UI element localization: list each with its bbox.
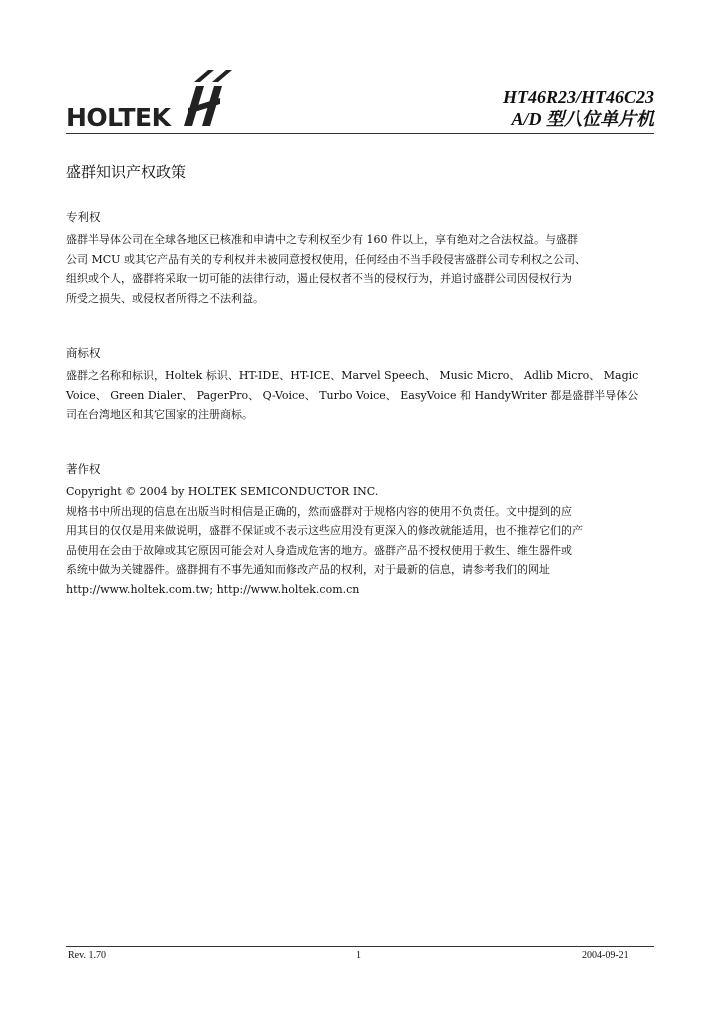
section-heading-trademark: 商标权	[66, 346, 101, 360]
section-body-trademark	[66, 366, 654, 425]
text-line: 盛群半导体公司在全球各地区已核准和申请中之专利权至少有 160 件以上，享有绝对之合法权益。与盛群	[66, 233, 578, 246]
text-line: 组织或个人，盛群将采取一切可能的法律行动，遏止侵权者不当的侵权行为，并追讨盛群公司因侵权行为	[66, 272, 572, 285]
model-number: HT46R23/HT46C23	[502, 87, 654, 107]
text-line: 盛群之名称和标识，Holtek 标识、HT-IDE、HT-ICE、Marvel Speech、 Music Micro、 Adlib Micro、 Magic	[66, 369, 639, 382]
footer-date: 2004-09-21	[582, 950, 629, 961]
document-subtitle: A/D 型八位单片机	[511, 109, 654, 129]
footer-revision: Rev. 1.70	[68, 950, 106, 961]
text-line: Voice、 Green Dialer、 PagerPro、 Q-Voice、 Turbo Voice、 EasyVoice 和 HandyWriter 都是盛群半导体公	[66, 388, 639, 402]
text-line: 规格书中所出现的信息在出版当时相信是正确的，然而盛群对于规格内容的使用不负责任。文中提到的应	[66, 504, 572, 518]
text-line: 系统中做为关键器件。盛群拥有不事先通知而修改产品的权利，对于最新的信息，请参考我们的网址	[66, 563, 550, 576]
section-body-patent	[66, 230, 654, 308]
section-heading-patent: 专利权	[66, 210, 101, 224]
text-line: 品使用在会由于故障或其它原因可能会对人身造成危害的地方。盛群产品不授权使用于救生、维生器件或	[66, 543, 572, 557]
document-header	[503, 86, 654, 130]
section-body-copyright	[66, 482, 654, 599]
text-line: 用其目的仅仅是用来做说明，盛群不保证或不表示这些应用没有更深入的修改就能适用，也不推荐它们的产	[66, 524, 583, 537]
text-line: Copyright © 2004 by HOLTEK SEMICONDUCTOR INC.	[66, 485, 379, 498]
text-line: 公司 MCU 或其它产品有关的专利权并未被同意授权使用，任何经由不当手段侵害盛群公司专利权之公司、	[66, 252, 586, 266]
holtek-logo-mark-icon	[174, 68, 234, 128]
section-heading-copyright: 著作权	[66, 462, 101, 476]
logo-brand-text: HOLTEK	[66, 103, 171, 132]
website-links[interactable]: http://www.holtek.com.tw; http://www.holtek.com.cn	[66, 582, 360, 596]
holtek-logo	[66, 68, 246, 134]
text-line: 司在台湾地区和其它国家的注册商标。	[66, 408, 253, 421]
header-divider	[66, 133, 654, 134]
footer-page-number: 1	[356, 950, 361, 961]
text-line: 所受之损失、或侵权者所得之不法利益。	[66, 291, 264, 305]
page-title: 盛群知识产权政策	[66, 163, 187, 181]
footer-divider	[66, 946, 654, 947]
